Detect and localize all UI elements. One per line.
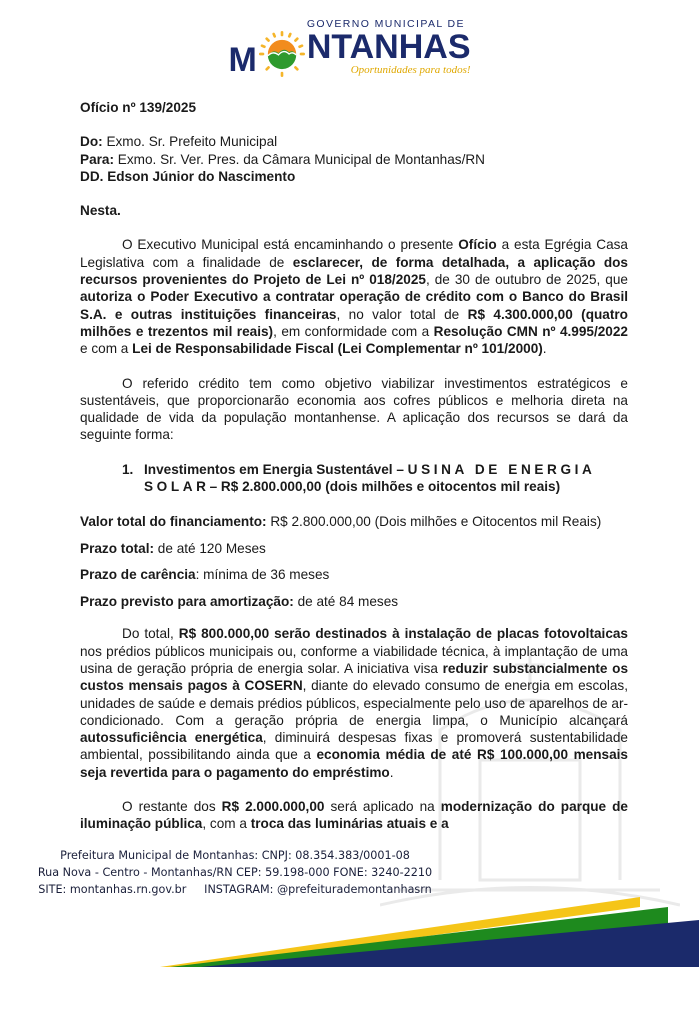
bold-run: troca das luminárias atuais e a <box>250 816 449 832</box>
detail-label: Prazo previsto para amortização: <box>80 593 294 609</box>
from-value: Exmo. Sr. Prefeito Municipal <box>106 134 278 150</box>
footer-line-address: Rua Nova - Centro - Montanhas/RN CEP: 59.198-000 FONE: 3240-2210 <box>37 865 433 879</box>
paragraph-objective: O referido crédito tem como objetivo viabilizar investimentos estratégicos e sustentáveis, que proporcionarão economia aos cofres públicos e melhoria direta na qualidade de vida da população montanhense. A aplicação dos recursos se dará da seguinte forma: <box>80 375 628 443</box>
site-link[interactable]: SITE: montanhas.rn.gov.br <box>38 882 187 896</box>
logo-text-block <box>307 18 471 77</box>
bold-run: R$ 2.000.000,00 <box>221 799 325 815</box>
paragraph-lighting <box>80 798 628 833</box>
paragraph-solar <box>80 625 628 781</box>
bold-run: autoriza o Poder Executivo a contratar operação de crédito com o Banco do Brasil S.A. e outras instituições financeiras <box>80 289 628 322</box>
text-run: . <box>389 764 394 780</box>
bold-run: Ofício <box>458 237 497 253</box>
from-label: Do: <box>80 134 103 150</box>
to-value: Exmo. Sr. Ver. Pres. da Câmara Municipal de Montanhas/RN <box>117 151 485 167</box>
text-run: . <box>542 341 547 357</box>
bold-run: autossuficiência energética <box>80 730 263 746</box>
to-label: Para: <box>80 151 115 167</box>
detail-label: Prazo de carência <box>80 567 196 583</box>
detail-value: de até 120 Meses <box>154 540 266 556</box>
bold-run: Lei de Responsabilidade Fiscal (Lei Complementar nº 101/2000) <box>132 341 543 357</box>
text-run: e com a <box>80 341 133 357</box>
text-run: , no valor total de <box>336 306 468 322</box>
bold-run: R$ 800.000,00 serão destinados à instalação de placas fotovoltaicas <box>178 626 628 642</box>
logo-top-line: GOVERNO MUNICIPAL DE <box>306 18 465 30</box>
detail-value: R$ 2.800.000,00 (Dois milhões e Oitocentos mil Reais) <box>266 514 602 530</box>
investment-list <box>122 461 628 496</box>
instagram-link[interactable]: INSTAGRAM: @prefeiturademontanhasrn <box>204 882 432 896</box>
text-run: será aplicado na <box>324 799 441 815</box>
to-line <box>80 151 628 168</box>
text-run: , com a <box>202 816 251 832</box>
text-run: O Executivo Municipal está encaminhando o presente <box>122 237 459 253</box>
logo-name-rest: NTANHAS <box>306 28 471 66</box>
list-item <box>122 461 628 496</box>
document-title: Ofício nº 139/2025 <box>80 100 197 115</box>
detail-value: : mínima de 36 meses <box>195 567 330 583</box>
bold-run: reduzir substancialmente os custos mensais pagos à COSERN <box>80 660 629 694</box>
footer-stripes <box>0 897 699 967</box>
bold-run: economia média de até R$ 100.000,00 mensais seja revertida para o pagamento do empréstimo <box>80 747 628 780</box>
footer-area <box>0 847 699 967</box>
text-run: O restante dos <box>122 799 222 815</box>
text-run: , de 30 de outubro de 2025, que <box>425 272 628 288</box>
letter-header <box>80 133 628 185</box>
bold-run: R$ 4.300.000,00 (quatro milhões e trezentos mil reais) <box>80 306 628 339</box>
paragraph-intro <box>80 236 628 357</box>
footer-line-cnpj: Prefeitura Municipal de Montanhas: CNPJ: 08.354.383/0001-08 <box>60 848 410 862</box>
bold-run: modernização do parque de iluminação pública <box>80 799 628 832</box>
financing-amortization <box>80 589 628 616</box>
text-run: a esta Egrégia Casa Legislativa com a finalidade de <box>80 237 628 270</box>
financing-total <box>80 509 628 536</box>
detail-value: de até 84 meses <box>293 593 399 609</box>
text-run: – R$ 2.800.000,00 (dois milhões e oitocentos mil reais) <box>209 479 561 495</box>
detail-label: Prazo total: <box>80 540 155 556</box>
sun-mountain-icon <box>259 31 305 77</box>
detail-label: Valor total do financiamento: <box>80 514 267 530</box>
bold-run: Resolução CMN nº 4.995/2022 <box>433 323 628 339</box>
list-number: 1. <box>122 461 134 477</box>
financing-grace <box>80 562 628 589</box>
text-run: , diminuirá despesas fixas e promoverá sustentabilidade ambiental, possibilitando ainda que a <box>80 730 628 763</box>
text-run: nos prédios públicos municipais ou, conforme a viabilidade técnica, à implantação de uma usina de geração própria de energia solar. A iniciativa visa <box>80 643 628 676</box>
financing-term <box>80 536 628 563</box>
text-run: Do total, <box>122 626 179 642</box>
list-item-text <box>144 461 628 496</box>
logo-area <box>0 0 699 77</box>
footer-line-links <box>0 881 470 898</box>
financing-details <box>80 509 628 615</box>
greeting: Nesta. <box>80 203 121 219</box>
footer <box>0 847 470 898</box>
bold-run: esclarecer, de forma detalhada, a aplicação dos recursos provenientes do Projeto de Lei nº 018/2025 <box>80 254 628 288</box>
recipient-name: DD. Edson Júnior do Nascimento <box>80 168 296 184</box>
text-run: , diante do elevado consumo de energia em escolas, unidades de saúde e demais prédios públicos, especialmente pelo uso de aparelhos de ar-condicionado. Com a geração própria de energia limpa, o Município alcançará <box>80 678 628 728</box>
municipal-logo <box>228 18 470 77</box>
text-run: Investimentos em Energia Sustentável – <box>144 461 408 477</box>
text-run: , em conformidade com a <box>273 323 434 339</box>
letter-body <box>80 99 628 833</box>
spaced-run: USINA DE ENERGIA SOLAR <box>144 461 595 495</box>
logo-name-first: M <box>228 41 257 79</box>
logo-slogan: Oportunidades para todos! <box>350 64 471 76</box>
from-line <box>80 133 628 150</box>
